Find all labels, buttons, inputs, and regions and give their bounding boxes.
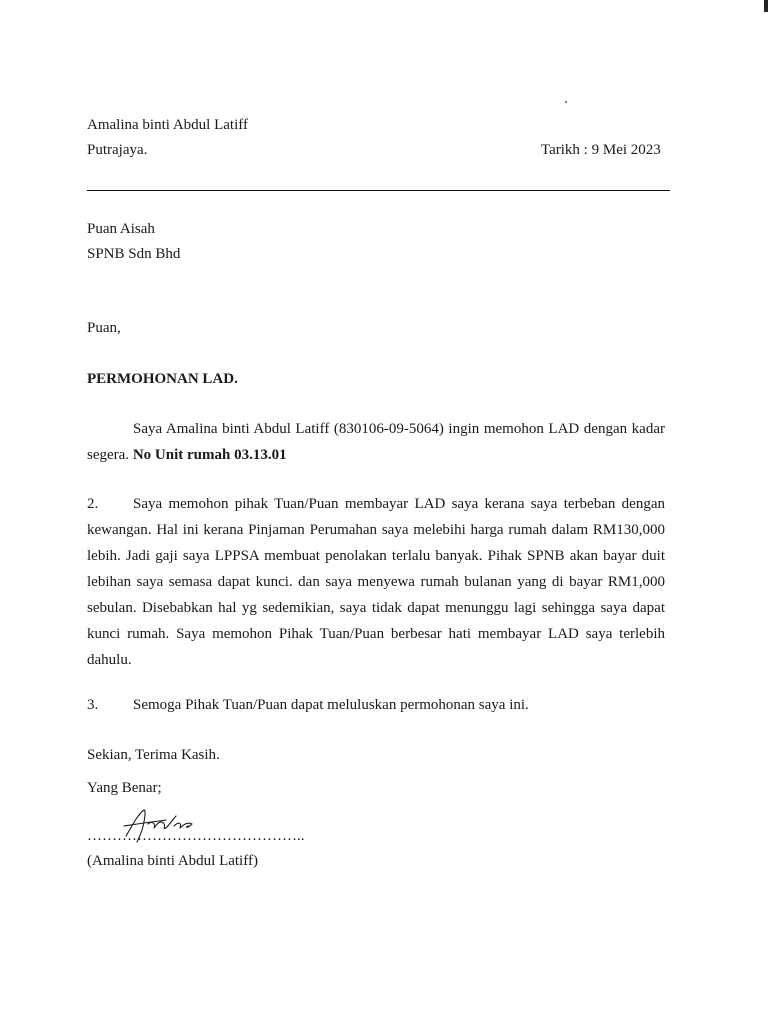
signature-name: (Amalina binti Abdul Latiff) xyxy=(87,853,258,869)
paragraph-2-text: Saya memohon pihak Tuan/Puan membayar LAD saya kerana saya terbeban dengan kewangan. Hal ini kerana Pinjaman Perumahan saya melebihi harga rumah dalam RM130,000 lebih. Jadi gaji saya LPPSA membuat penolakan terlalu banyak. Pihak SPNB akan bayar duit lebihan saya semasa dapat kunci. dan saya menyewa rumah bulanan yang di bayar RM1,000 sebulan. Disebabkan hal yg sedemikian, saya tidak dapat menunggu lagi sehingga saya dapat kunci rumah. Saya memohon Pihak Tuan/Puan berbesar hati membayar LAD saya terlebih dahulu. xyxy=(87,496,665,668)
paragraph-2-number: 2. xyxy=(87,496,99,512)
salutation: Puan, xyxy=(87,320,121,336)
scan-edge-mark xyxy=(764,0,768,12)
paragraph-3-text: Semoga Pihak Tuan/Puan dapat meluluskan permohonan saya ini. xyxy=(133,697,529,713)
recipient-company: SPNB Sdn Bhd xyxy=(87,246,181,262)
sender-location: Putrajaya. xyxy=(87,142,148,158)
paragraph-3-number: 3. xyxy=(87,697,99,713)
letter-subject: PERMOHONAN LAD. xyxy=(87,371,238,387)
paragraph-2 xyxy=(87,491,665,673)
header-divider xyxy=(87,190,670,191)
closing: Sekian, Terima Kasih. xyxy=(87,747,220,763)
paragraph-3 xyxy=(87,692,665,718)
signoff: Yang Benar; xyxy=(87,780,162,796)
signature-line: …………………………………….. xyxy=(87,828,305,844)
recipient-name: Puan Aisah xyxy=(87,221,155,237)
sender-name: Amalina binti Abdul Latiff xyxy=(87,117,248,133)
paragraph-1 xyxy=(87,416,665,468)
paragraph-1-text: Saya Amalina binti Abdul Latiff (830106-09-5064) ingin memohon LAD dengan kadar segera. xyxy=(87,421,665,463)
letter-date: Tarikh : 9 Mei 2023 xyxy=(541,142,661,158)
unit-number: No Unit rumah 03.13.01 xyxy=(132,447,287,463)
scan-speck xyxy=(565,101,567,103)
